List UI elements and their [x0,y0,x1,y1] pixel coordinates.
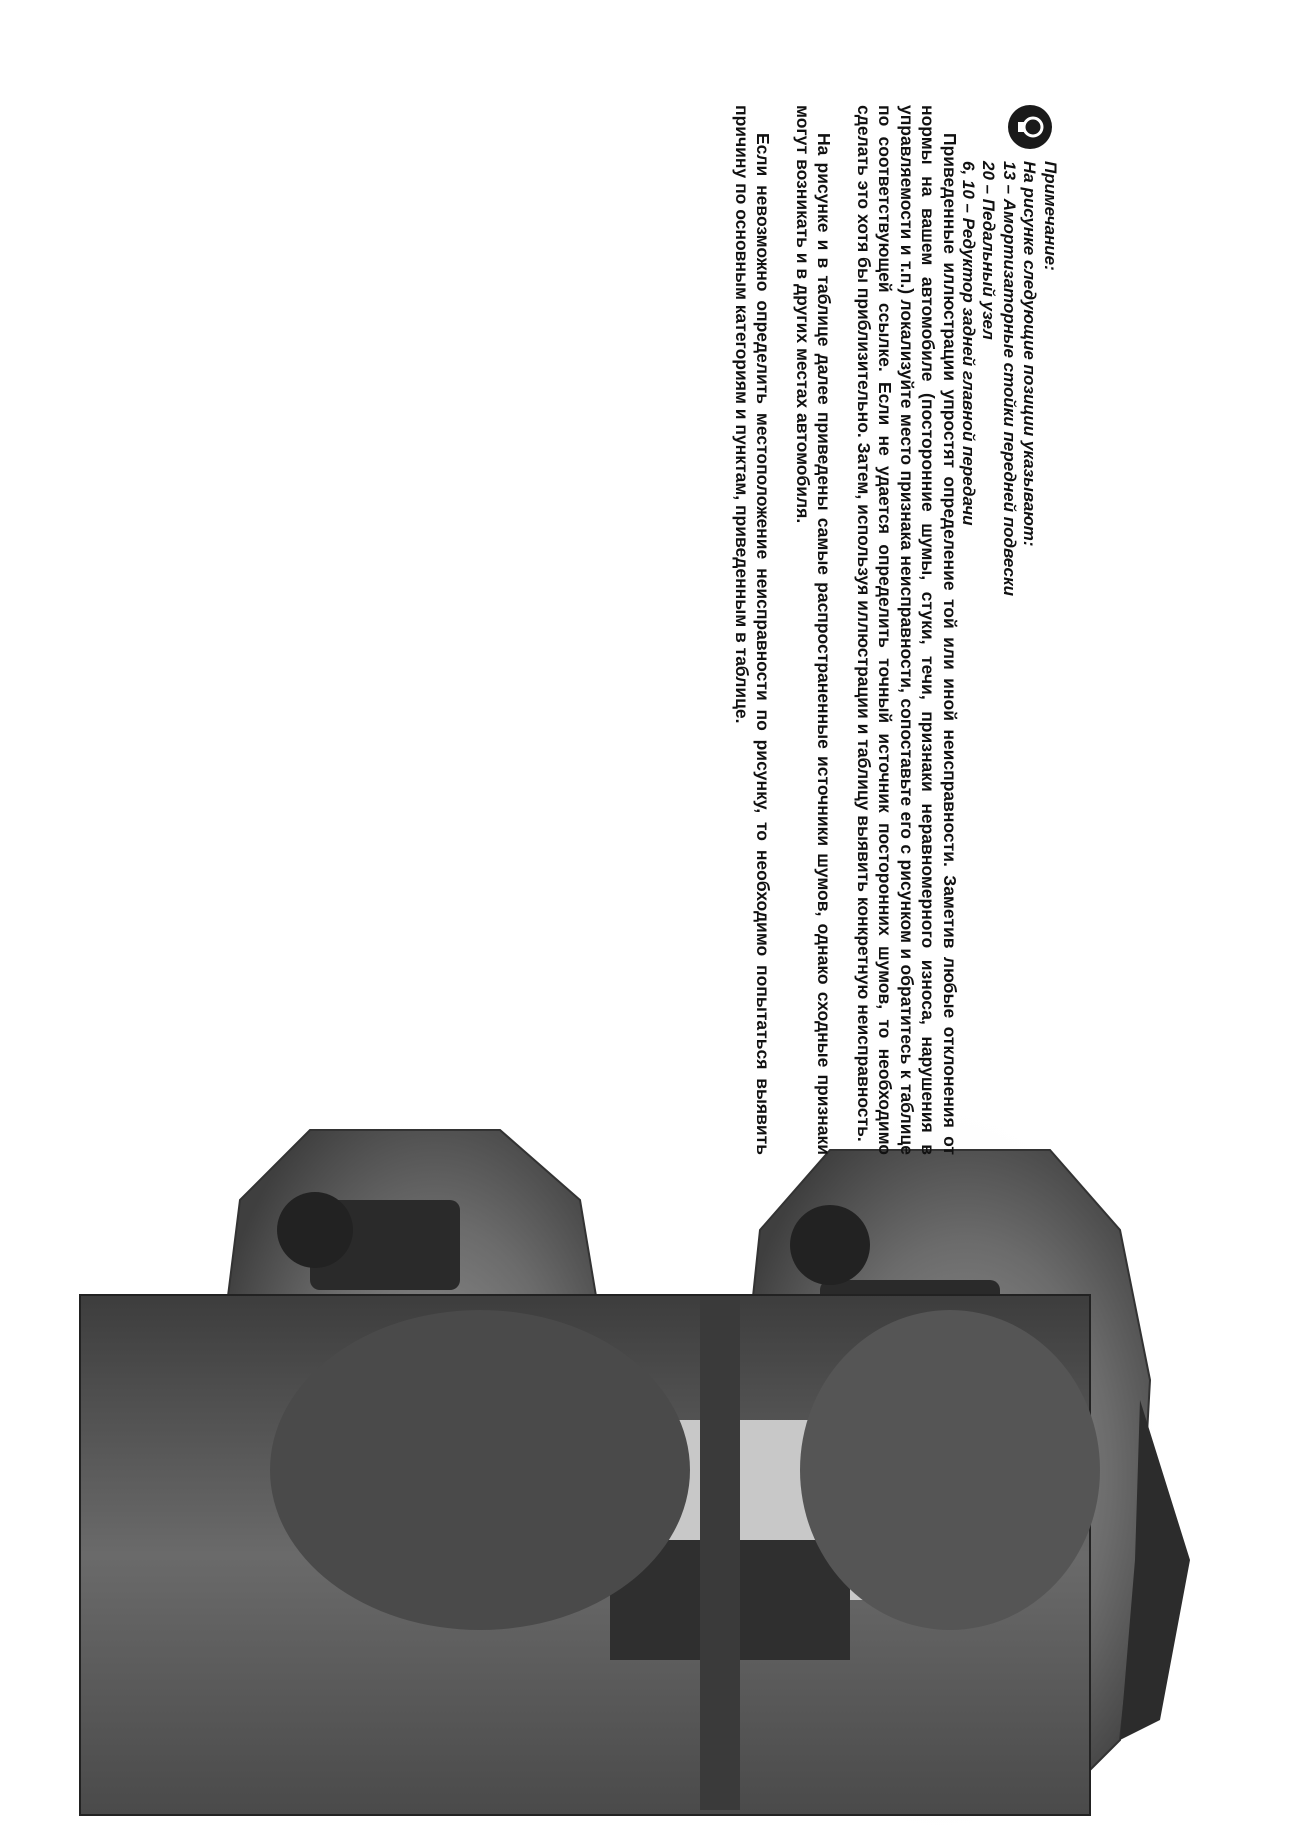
note-item-2: 20 – Педальный узел [979,161,999,340]
paragraph-2: На рисунке и в таблице далее приведены самые распространенные источники шумов, однако сходные признаки могут возникать и в других местах автомобиля. [793,105,835,1155]
note-item-1: 13 – Амортизаторные стойки передней подвески [1000,161,1019,596]
note-intro: На рисунке следующие позиции указывают: [1020,161,1040,547]
note-title: Примечание: [1041,161,1060,271]
interior-image [80,1295,1100,1815]
note-item-3: 6, 10 – Редуктор задней главной передачи [959,161,978,526]
instructions-text [713,105,961,1155]
lightbulb-icon [1008,105,1052,149]
paragraph-1: Приведенные иллюстрации упростят определение той или иной неисправности. Заметив любые отклонения от нормы на вашем автомобиле (посторонние шумы, стуки, течи, признаки неравномерного износа, нарушения в управляемости и т.п.) локализуйте место признака неисправности, сопоставьте его с рисунком и обратитесь к таблице по соответствующей ссылке. Если не удается определить точный источник посторонних шумов, то необходимо сделать это хотя бы приблизительно. Затем, используя иллюстрации и таблицу выявить конкретную неисправность. [854,105,960,1155]
note-text [958,161,1061,596]
paragraph-3: Если невозможно определить местоположение неисправности по рисунку, то необходимо попытаться выявить причину по основным категориям и пунктам, приведенным в таблице. [732,105,774,1155]
note-box [960,105,1060,1105]
